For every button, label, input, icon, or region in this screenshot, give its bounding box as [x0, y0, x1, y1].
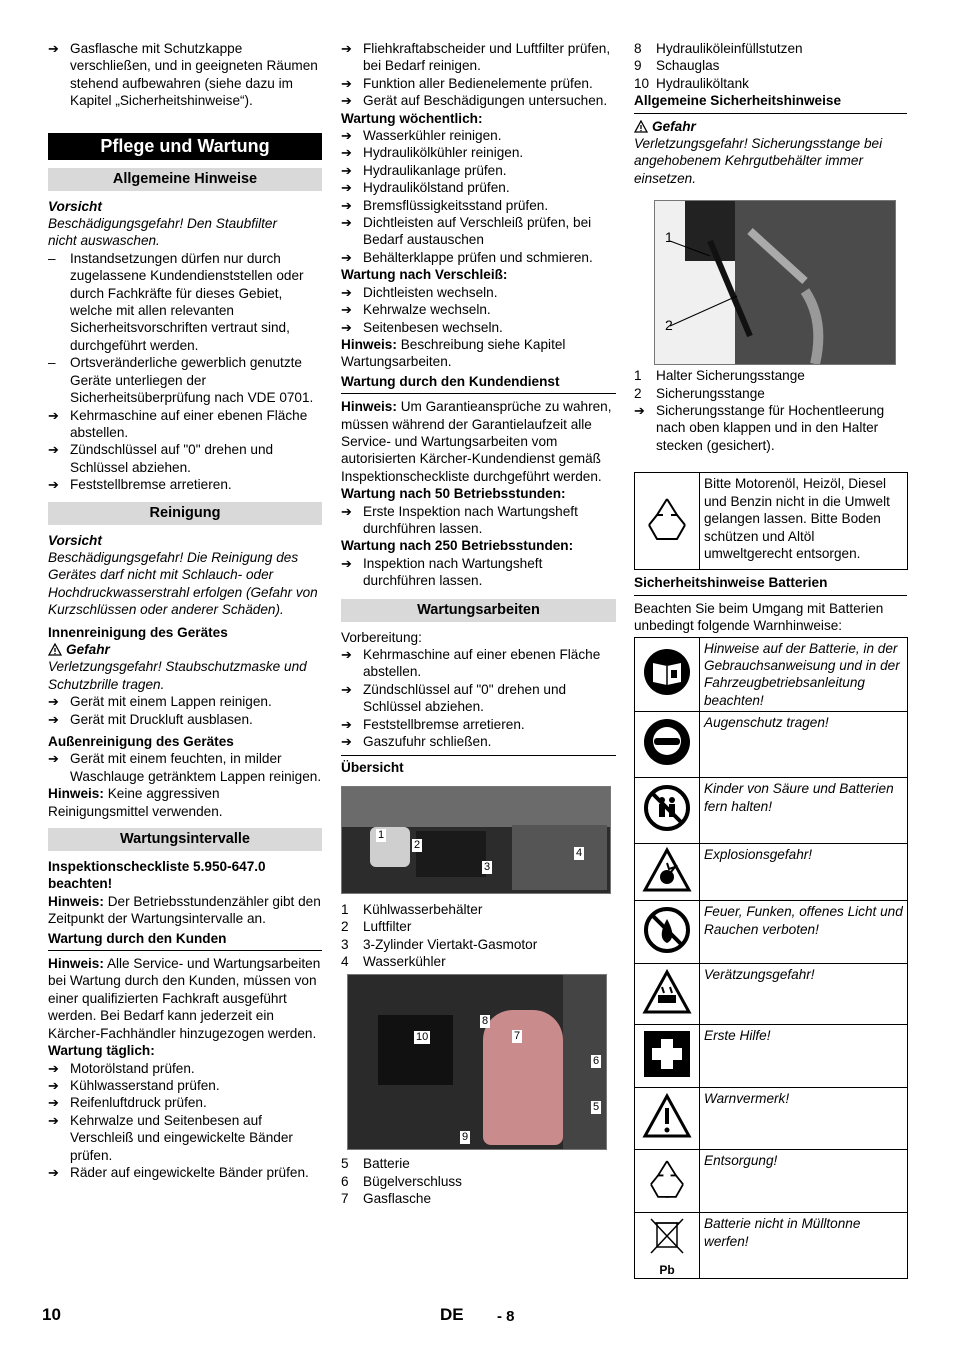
safety-bar-photo — [654, 200, 896, 365]
arrow-item: ➔ Kehrwalze wechseln. — [341, 301, 616, 318]
heading-reinigung: Reinigung — [48, 502, 322, 525]
environment-text: Bitte Motorenöl, Heizöl, Diesel und Benzin nicht in die Umwelt gelangen lassen. Bitte Boden schützen und Altöl umweltgerecht entsorgen. — [700, 473, 908, 570]
no-fire-icon — [635, 901, 700, 964]
heading-taeglich: Wartung täglich: — [48, 1043, 155, 1059]
gefahr-text: Verletzungsgefahr! Sicherungsstange bei angehobenem Kehrgutbehälter immer einsetzen. — [634, 136, 883, 186]
legend-item: 3 3-Zylinder Viertakt-Gasmotor — [341, 936, 538, 952]
intro-bullet: ➔ Gasflasche mit Schutzkappe verschließen, und in geeigneten Räumen stehend aufbewahren (siehe dazu im Kapitel „Sicherheitshinweise“). — [48, 40, 322, 110]
photo-callout: 9 — [462, 1131, 469, 1144]
arrow-item: ➔ Gerät auf Beschädigungen untersuchen. — [341, 92, 616, 109]
photo-callout: 6 — [593, 1055, 600, 1068]
first-aid-icon — [635, 1025, 700, 1088]
heading-batterien: Sicherheitshinweise Batterien — [634, 574, 907, 595]
heading-sicherheitshinweise: Allgemeine Sicherheitshinweise — [634, 92, 907, 113]
heading-250h: Wartung nach 250 Betriebsstunden: — [341, 538, 574, 554]
engine-photo — [341, 786, 611, 894]
hinweis: Hinweis: Beschreibung siehe Kapitel Wartungsarbeiten. — [341, 336, 566, 370]
arrow-item: ➔ Räder auf eingewickelte Bänder prüfen. — [48, 1164, 322, 1181]
legend-item: 6 Bügelverschluss — [341, 1173, 462, 1189]
photo-callout: 1 — [378, 828, 385, 841]
arrow-item: ➔ Gerät mit einem Lappen reinigen. — [48, 693, 322, 710]
arrow-item: ➔ Gerät mit einem feuchten, in milder Waschlauge getränktem Lappen reinigen. — [48, 750, 322, 785]
arrow-item: ➔ Kühlwasserstand prüfen. — [48, 1077, 322, 1094]
gefahr-text: Verletzungsgefahr! Staubschutzmaske und Schutzbrille tragen. — [48, 659, 307, 692]
symbol-row: Explosionsgefahr! — [635, 844, 908, 901]
eye-protection-icon — [635, 712, 700, 778]
arrow-item: ➔ Hydraulikanlage prüfen. — [341, 162, 616, 179]
language-code: DE — [440, 1305, 464, 1324]
pb-label: Pb — [659, 1262, 675, 1277]
photo-callout: 10 — [416, 1031, 429, 1044]
dash-item: – Ortsveränderliche gewerblich genutzte Geräte unterliegen der Sicherheitsüberprüfung nach VDE 0701. — [48, 354, 322, 406]
warning-icon — [634, 120, 648, 133]
arrow-item: ➔ Dichtleisten auf Verschleiß prüfen, bei Bedarf austauschen — [341, 214, 616, 249]
hinweis: Hinweis: Keine aggressiven Reinigungsmittel verwenden. — [48, 786, 223, 819]
hinweis: Hinweis: Der Betriebsstundenzähler gibt den Zeitpunkt der Wartungsintervalle an. — [48, 893, 321, 927]
legend-item: 10 Hydrauliköltank — [634, 75, 749, 91]
vorsicht-text: Beschädigungsgefahr! Den Staubfilter nicht auswaschen. — [48, 216, 277, 249]
legend-item: 1 Halter Sicherungsstange — [634, 368, 805, 384]
arrow-item: ➔ Behälterklappe prüfen und schmieren. — [341, 249, 616, 266]
column-2 — [341, 40, 616, 1208]
photo-callout: 2 — [665, 317, 673, 334]
page-number: 10 — [42, 1305, 61, 1324]
heading-uebersicht: Übersicht — [341, 755, 616, 779]
symbol-row: Feuer, Funken, offenes Licht und Rauchen verboten! — [635, 901, 908, 964]
batterien-intro: Beachten Sie beim Umgang mit Batterien unbedingt folgende Warnhinweise: — [634, 600, 884, 634]
symbol-row: Entsorgung! — [635, 1150, 908, 1213]
legend-item: 2 Sicherungsstange — [634, 385, 765, 401]
arrow-item: ➔ Gerät mit Druckluft ausblasen. — [48, 711, 322, 728]
recycle-icon — [635, 1150, 700, 1213]
warning-icon — [635, 1088, 700, 1150]
column-3 — [634, 40, 907, 1279]
photo-callout: 8 — [482, 1015, 489, 1028]
arrow-item: ➔ Kehrmaschine auf einer ebenen Fläche abstellen. — [341, 646, 616, 681]
photo-callout: 7 — [514, 1030, 521, 1043]
vorsicht-label: Vorsicht — [48, 532, 102, 548]
heading-woechentlich: Wartung wöchentlich: — [341, 110, 483, 126]
legend-item: 7 Gasflasche — [341, 1191, 432, 1207]
arrow-item: ➔ Seitenbesen wechseln. — [341, 319, 616, 336]
heading-verschleiss: Wartung nach Verschleiß: — [341, 267, 508, 283]
heading-wartungsarbeiten: Wartungsarbeiten — [341, 599, 616, 622]
sub-page-number: - 8 — [497, 1308, 515, 1325]
arrow-item: ➔ Zündschlüssel auf "0" drehen und Schlüssel abziehen. — [48, 441, 322, 476]
symbol-row: Erste Hilfe! — [635, 1025, 908, 1088]
legend-item: 4 Wasserkühler — [341, 954, 446, 970]
photo-callout: 4 — [576, 846, 583, 859]
arrow-item: ➔ Erste Inspektion nach Wartungsheft durchführen lassen. — [341, 503, 616, 538]
arrow-item: ➔ Sicherungsstange für Hochentleerung nach oben klappen und in den Halter stecken (gesichert). — [634, 402, 907, 454]
heading-wartungsintervalle: Wartungsintervalle — [48, 828, 322, 851]
arrow-item: ➔ Motorölstand prüfen. — [48, 1060, 322, 1077]
hinweis: Hinweis: Um Garantieansprüche zu wahren, müssen während der Garantielaufzeit alle Service- und Wartungsarbeiten vom autorisierten Kärcher-Kundendienst gemäß Inspektionscheckliste durchgeführt werden. — [341, 399, 612, 484]
dash-item: – Instandsetzungen dürfen nur durch zugelassene Kundendienststellen oder durch Fachkräfte für dieses Gebiet, welche mit allen relevanten Sicherheitsvorschriften vertraut sind, durchgeführt werden. — [48, 250, 322, 354]
arrow-item: ➔ Dichtleisten wechseln. — [341, 284, 616, 301]
symbol-row: Warnvermerk! — [635, 1088, 908, 1150]
environment-box — [634, 472, 908, 570]
heading-innenreinigung: Innenreinigung des Gerätes — [48, 624, 228, 640]
gefahr-label: Gefahr — [634, 118, 907, 135]
symbol-row: Augenschutz tragen! — [635, 712, 908, 778]
legend-item: 9 Schauglas — [634, 58, 720, 74]
gefahr-label: Gefahr — [48, 641, 322, 658]
arrow-item: ➔ Fliehkraftabscheider und Luftfilter prüfen, bei Bedarf reinigen. — [341, 40, 616, 75]
explosion-icon — [635, 844, 700, 901]
battery-warning-table — [634, 637, 908, 1279]
legend-item: 8 Hydrauliköleinfüllstutzen — [634, 41, 803, 56]
arrow-item: ➔ Feststellbremse arretieren. — [48, 476, 322, 493]
arrow-item: ➔ Zündschlüssel auf "0" drehen und Schlüssel abziehen. — [341, 681, 616, 716]
arrow-item: ➔ Kehrwalze und Seitenbesen auf Verschleiß und eingewickelte Bänder prüfen. — [48, 1112, 322, 1164]
heading-checkliste: Inspektionscheckliste 5.950-647.0 beachten! — [48, 859, 266, 892]
arrow-item: ➔ Gaszufuhr schließen. — [341, 733, 616, 750]
arrow-item: ➔ Funktion aller Bedienelemente prüfen. — [341, 75, 616, 92]
photo-callout: 1 — [665, 229, 673, 246]
legend-item: 2 Luftfilter — [341, 919, 412, 935]
arrow-item: ➔ Reifenluftdruck prüfen. — [48, 1094, 322, 1111]
symbol-row: Kinder von Säure und Batterien fern halten! — [635, 778, 908, 844]
keep-children-away-icon — [635, 778, 700, 844]
no-bin-icon — [635, 1213, 700, 1278]
arrow-item: ➔ Bremsflüssigkeitsstand prüfen. — [341, 197, 616, 214]
vorbereitung-label: Vorbereitung: — [341, 629, 422, 645]
arrow-item: ➔ Inspektion nach Wartungsheft durchführen lassen. — [341, 555, 616, 590]
arrow-item: ➔ Wasserkühler reinigen. — [341, 127, 616, 144]
recycle-icon — [635, 473, 700, 570]
heading-aussenreinigung: Außenreinigung des Gerätes — [48, 734, 234, 749]
column-1 — [48, 40, 322, 1181]
safety-bar-drawing — [655, 201, 895, 364]
legend-item: 1 Kühlwasserbehälter — [341, 901, 483, 917]
arrow-item: ➔ Feststellbremse arretieren. — [341, 716, 616, 733]
vorsicht-label: Vorsicht — [48, 198, 102, 214]
vorsicht-text: Beschädigungsgefahr! Die Reinigung des Gerätes darf nicht mit Schlauch- oder Hochdruckwasserstrahl erfolgen (Gefahr von Kurzschlüssen oder anderer Schäden). — [48, 549, 318, 618]
heading-allgemeine-hinweise: Allgemeine Hinweise — [48, 168, 322, 191]
symbol-row: Hinweise auf der Batterie, in der Gebrauchsanweisung und in der Fahrzeugbetriebsanleitung beachten! — [635, 637, 908, 712]
heading-wartung-kunde: Wartung durch den Kunden — [48, 930, 322, 951]
arrow-item: ➔ Kehrmaschine auf einer ebenen Fläche abstellen. — [48, 407, 322, 442]
battery-gas-photo — [347, 974, 607, 1150]
photo-callout: 5 — [593, 1101, 600, 1114]
photo-callout: 3 — [484, 860, 491, 873]
heading-kundendienst: Wartung durch den Kundendienst — [341, 373, 616, 394]
photo-callout: 2 — [414, 838, 421, 851]
arrow-item: ➔ Hydraulikölkühler reinigen. — [341, 144, 616, 161]
manual-icon — [635, 637, 700, 712]
corrosive-icon — [635, 964, 700, 1025]
heading-50h: Wartung nach 50 Betriebsstunden: — [341, 486, 566, 502]
section-title: Pflege und Wartung — [48, 133, 322, 160]
symbol-row: Pb Batterie nicht in Mülltonne werfen! — [635, 1213, 908, 1278]
hinweis: Hinweis: Alle Service- und Wartungsarbeiten bei Wartung durch den Kunden, müssen von einer qualifizierten Fachkraft ausgeführt werden. Bei Bedarf kann jederzeit ein Kärcher-Fachhändler hinzugezogen werden. — [48, 956, 321, 1041]
warning-icon — [48, 643, 62, 656]
arrow-item: ➔ Hydraulikölstand prüfen. — [341, 179, 616, 196]
symbol-row: Verätzungsgefahr! — [635, 964, 908, 1025]
legend-item: 5 Batterie — [341, 1156, 410, 1172]
